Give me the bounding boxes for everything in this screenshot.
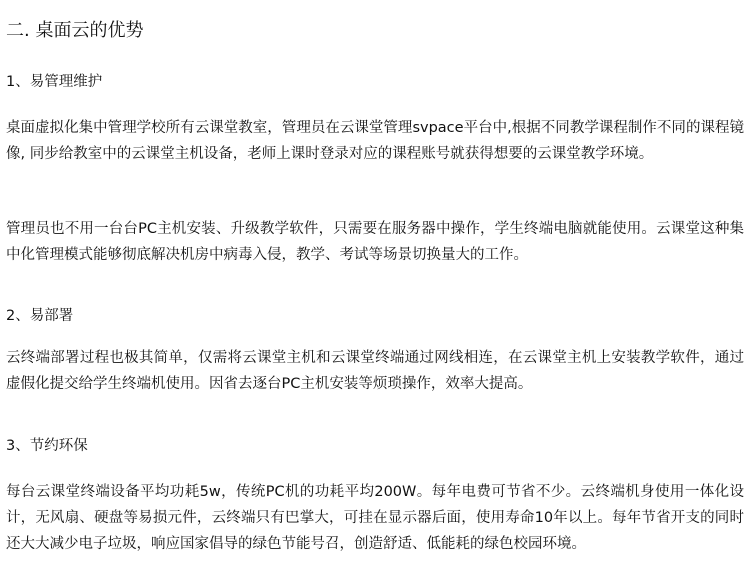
page-title: 二. 桌面云的优势 <box>6 20 144 41</box>
paragraph-deployment: 云终端部署过程也极其简单，仅需将云课堂主机和云课堂终端通过网线相连，在云课堂主机上安装教学软件，通过虚假化提交给学生终端机使用。因省去逐台PC主机安装等烦琐操作，效率大提高。 <box>6 350 744 392</box>
paragraph-management-1: 桌面虚拟化集中管理学校所有云课堂教室，管理员在云课堂管理svpace平台中,根据不同教学课程制作不同的课程镜像, 同步给教室中的云课堂主机设备，老师上课时登录对应的课程账号就获得想要的云课堂教学环境。 <box>6 120 744 162</box>
paragraph-eco: 每台云课堂终端设备平均功耗5w，传统PC机的功耗平均200W。每年电费可节省不少。云终端机身使用一体化设计，无风扇、硬盘等易损元件，云终端只有巴掌大，可挂在显示器后面，使用寿命10年以上。每年节省开支的同时还大大减少电子垃圾，响应国家倡导的绿色节能号召，创造舒适、低能耗的绿色校园环境。 <box>6 484 744 552</box>
section-heading-management: 1、易管理维护 <box>6 74 103 90</box>
paragraph-management-2: 管理员也不用一台台PC主机安装、升级教学软件，只需要在服务器中操作，学生终端电脑就能使用。云课堂这种集中化管理模式能够彻底解决机房中病毒入侵，教学、考试等场景切换量大的工作。 <box>6 221 744 263</box>
section-heading-deployment: 2、易部署 <box>6 308 74 324</box>
section-heading-eco: 3、节约环保 <box>6 438 88 454</box>
